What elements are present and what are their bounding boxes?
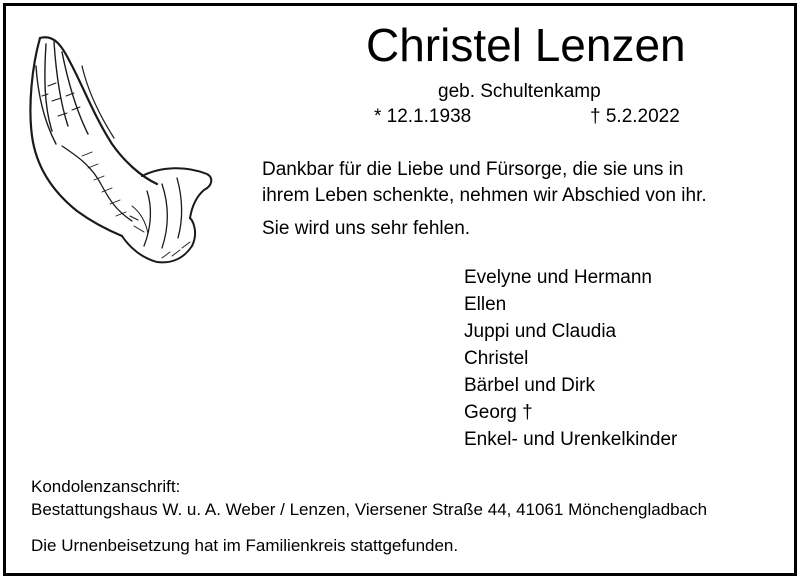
condolence-label: Kondolenzanschrift: (31, 477, 181, 496)
miss-text: Sie wird uns sehr fehlen. (262, 218, 471, 239)
mourner-name: Enkel- und Urenkelkinder (464, 429, 678, 450)
mourner-name: Bärbel und Dirk (464, 375, 595, 396)
deceased-name: Christel Lenzen (366, 19, 686, 71)
death-date: † 5.2.2022 (590, 106, 680, 127)
condolence-address: Bestattungshaus W. u. A. Weber / Lenzen, Viersener Straße 44, 41061 Mönchengladbach (31, 500, 708, 519)
birth-name: geb. Schultenkamp (438, 81, 601, 102)
gratitude-text-line-2: ihrem Leben schenkte, nehmen wir Abschied von ihr. (262, 185, 707, 206)
mourner-name: Evelyne und Hermann (464, 267, 652, 288)
mourner-name: Georg † (464, 402, 533, 423)
birth-date: * 12.1.1938 (374, 106, 472, 127)
funeral-note: Die Urnenbeisetzung hat im Familienkreis stattgefunden. (31, 536, 459, 555)
mourner-name: Christel (464, 348, 529, 369)
mourner-name: Juppi und Claudia (464, 321, 617, 342)
gratitude-text-line-1: Dankbar für die Liebe und Fürsorge, die sie uns in (262, 159, 684, 180)
praying-hands-icon (22, 26, 222, 266)
mourner-name: Ellen (464, 294, 507, 315)
